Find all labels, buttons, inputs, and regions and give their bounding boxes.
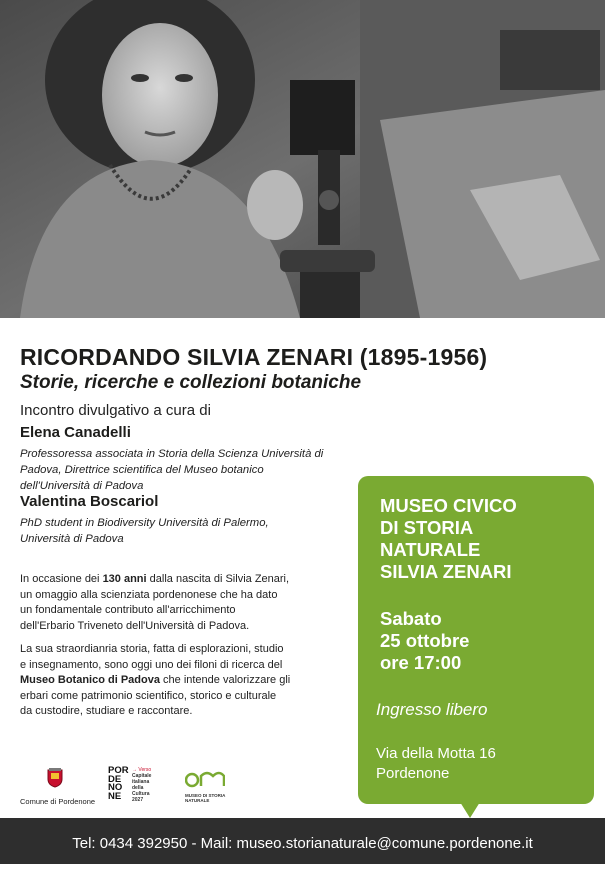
- event-date: Sabato 25 ottobre ore 17:00: [380, 608, 470, 673]
- event-address: Via della Motta 16 Pordenone: [376, 745, 496, 782]
- intro-text: Incontro divulgativo a cura di: [20, 402, 211, 419]
- page-title: RICORDANDO SILVIA ZENARI (1895-1956): [20, 344, 488, 370]
- museo-storia-naturale-logo: MUSEO DI STORIA NATURALE: [185, 770, 230, 803]
- capitale-cultura-logo: POR DE NO NE → Verso Capitale italiana della Cultura 2027: [108, 765, 152, 803]
- contact-footer: Tel: 0434 392950 - Mail: museo.storianaturale@comune.pordenone.it: [0, 818, 605, 864]
- museum-logo-icon: [185, 770, 225, 788]
- header-photo: [0, 0, 605, 318]
- comune-pordenone-logo: Comune di Pordenone: [20, 768, 90, 806]
- page-subtitle: Storie, ricerche e collezioni botaniche: [20, 372, 362, 393]
- speaker-role: Professoressa associata in Storia della Scienza Università di Padova, Direttrice scientifica del Museo botanico dell'Università di Padova: [20, 448, 324, 492]
- museum-name: MUSEO CIVICO DI STORIA NATURALE SILVIA ZENARI: [380, 495, 517, 582]
- speaker-name: Valentina Boscariol: [20, 493, 159, 510]
- paragraph-anniversary: In occasione dei 130 anni dalla nascita di Silvia Zenari, un omaggio alla scienziata pordenonese che ha dato un fondamentale contributo all'arricchimento dell'Erbario Triveneto dell'Università di Padova.: [20, 573, 290, 632]
- event-info-box: [358, 476, 594, 804]
- speaker-role: PhD student in Biodiversity Università di Palermo, Università di Padova: [20, 517, 269, 545]
- entry-info: Ingresso libero: [376, 700, 488, 719]
- speech-tail: [460, 802, 480, 818]
- speaker-name: Elena Canadelli: [20, 424, 131, 441]
- paragraph-research: La sua straordianria storia, fatta di esplorazioni, studio e insegnamento, sono oggi uno dei filoni di ricerca del Museo Botanico di Padova che intende valorizzare gli erbari come patrimonio scientifico, storico e culturale da custodire, studiare e raccontare.: [20, 643, 291, 717]
- crest-icon: [47, 768, 63, 788]
